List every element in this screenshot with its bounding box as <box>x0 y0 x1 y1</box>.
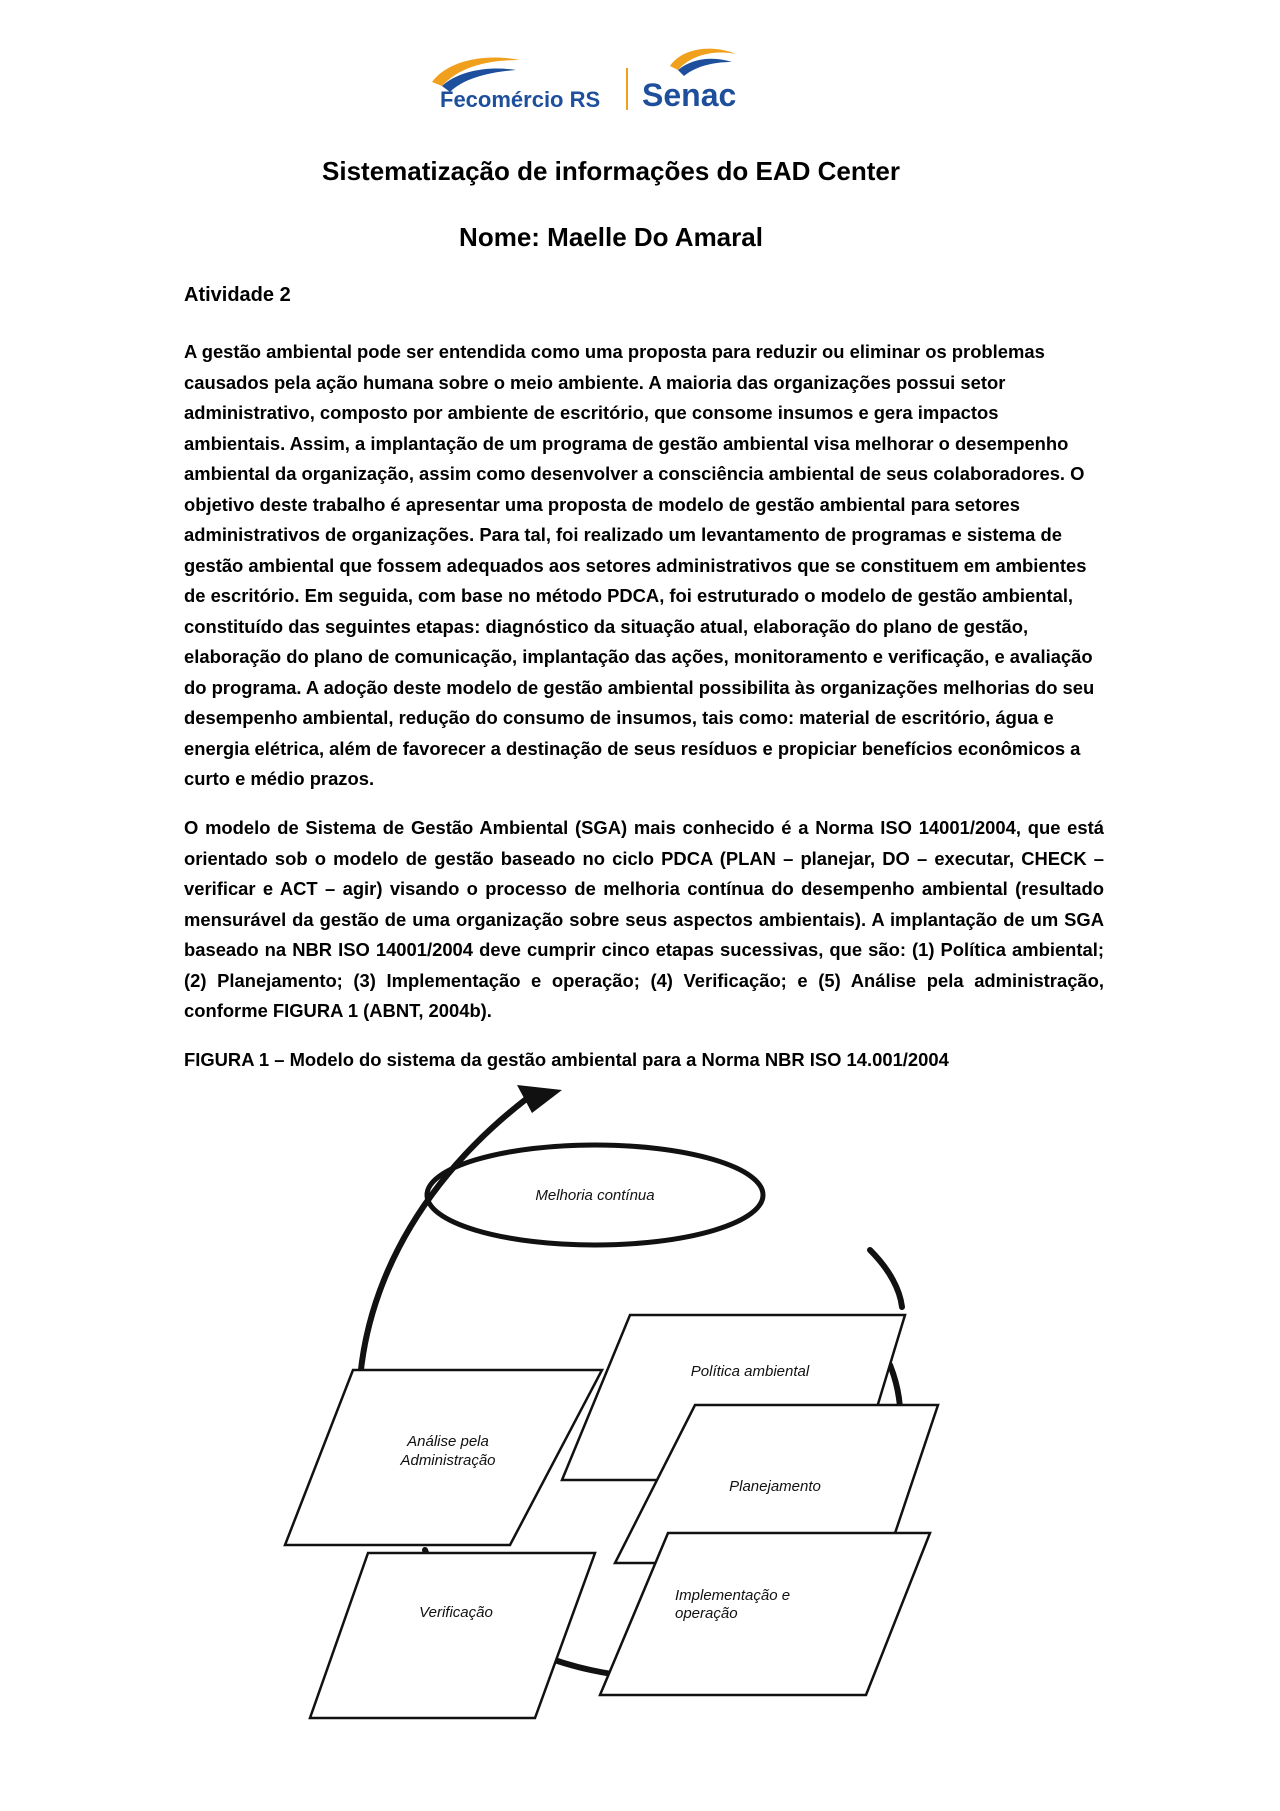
fecomercio-senac-logo <box>420 40 760 120</box>
header-logo <box>420 40 760 120</box>
brand2-text: Senac <box>642 77 737 113</box>
label-melhoria: Melhoria contínua <box>535 1187 655 1204</box>
label-verificacao: Verificação <box>419 1604 493 1621</box>
document-title: Sistematização de informações do EAD Center <box>322 156 900 186</box>
label-implementacao-1: Implementação e <box>675 1587 791 1604</box>
logo-divider <box>626 68 628 110</box>
paragraph-sga: O modelo de Sistema de Gestão Ambiental (SGA) mais conhecido é a Norma ISO 14001/2004, que está orientado sob o modelo de gestão baseado no ciclo PDCA (PLAN – planejar, DO – executar, CHECK – verificar e ACT – agir) visando o processo de melhoria contínua do desempenho ambiental (resultado mensurável da gestão de uma organização sobre seus aspectos ambientais). A implantação de um SGA baseado na NBR ISO 14001/2004 deve cumprir cinco etapas sucessivas, que são: (1) Política ambiental; (2) Planejamento; (3) Implementação e operação; (4) Verificação; e (5) Análise pela administração, conforme FIGURA 1 (ABNT, 2004b). <box>184 817 1104 1021</box>
box-verificacao <box>310 1553 595 1718</box>
outer-cycle-arc-upper-right <box>870 1250 902 1307</box>
author-name: Nome: Maelle Do Amaral <box>459 222 763 252</box>
label-implementacao-2: operação <box>675 1605 738 1622</box>
label-analise-2: Administração <box>400 1452 496 1469</box>
label-politica: Política ambiental <box>690 1363 810 1380</box>
paragraph-abstract: A gestão ambiental pode ser entendida como uma proposta para reduzir ou eliminar os problemas causados pela ação humana sobre o meio ambiente. A maioria das organizações possui setor administrativo, composto por ambiente de escritório, que consome insumos e gera impactos ambientais. Assim, a implantação de um programa de gestão ambiental visa melhorar o desempenho ambiental da organização, assim como desenvolver a consciência ambiental de seus colaboradores. O objetivo deste trabalho é apresentar uma proposta de modelo de gestão ambiental para setores administrativos de organizações. Para tal, foi realizado um levantamento de programas e sistema de gestão ambiental que fossem adequados aos setores administrativos que se constituem em ambientes de escritório. Em seguida, com base no método PDCA, foi estruturado o modelo de gestão ambiental, constituído das seguintes etapas: diagnóstico da situação atual, elaboração do plano de gestão, elaboração do plano de comunicação, implantação das ações, monitoramento e verificação, e avaliação do programa. A adoção deste modelo de gestão ambiental possibilita às organizações melhorias do seu desempenho ambiental, redução do consumo de insumos, tais como: material de escritório, água e energia elétrica, além de favorecer a destinação de seus resíduos e propiciar benefícios econômicos a curto e médio prazos. <box>184 341 1095 789</box>
figure-caption: FIGURA 1 – Modelo do sistema da gestão ambiental para a Norma NBR ISO 14.001/2004 <box>184 1049 949 1070</box>
activity-label: Atividade 2 <box>184 284 291 306</box>
label-analise-1: Análise pela <box>407 1433 489 1450</box>
brand1-text: Fecomércio RS <box>440 87 601 112</box>
label-planejamento: Planejamento <box>729 1478 821 1495</box>
figure-sga-model <box>270 1085 970 1735</box>
sga-cycle-diagram <box>270 1085 970 1735</box>
